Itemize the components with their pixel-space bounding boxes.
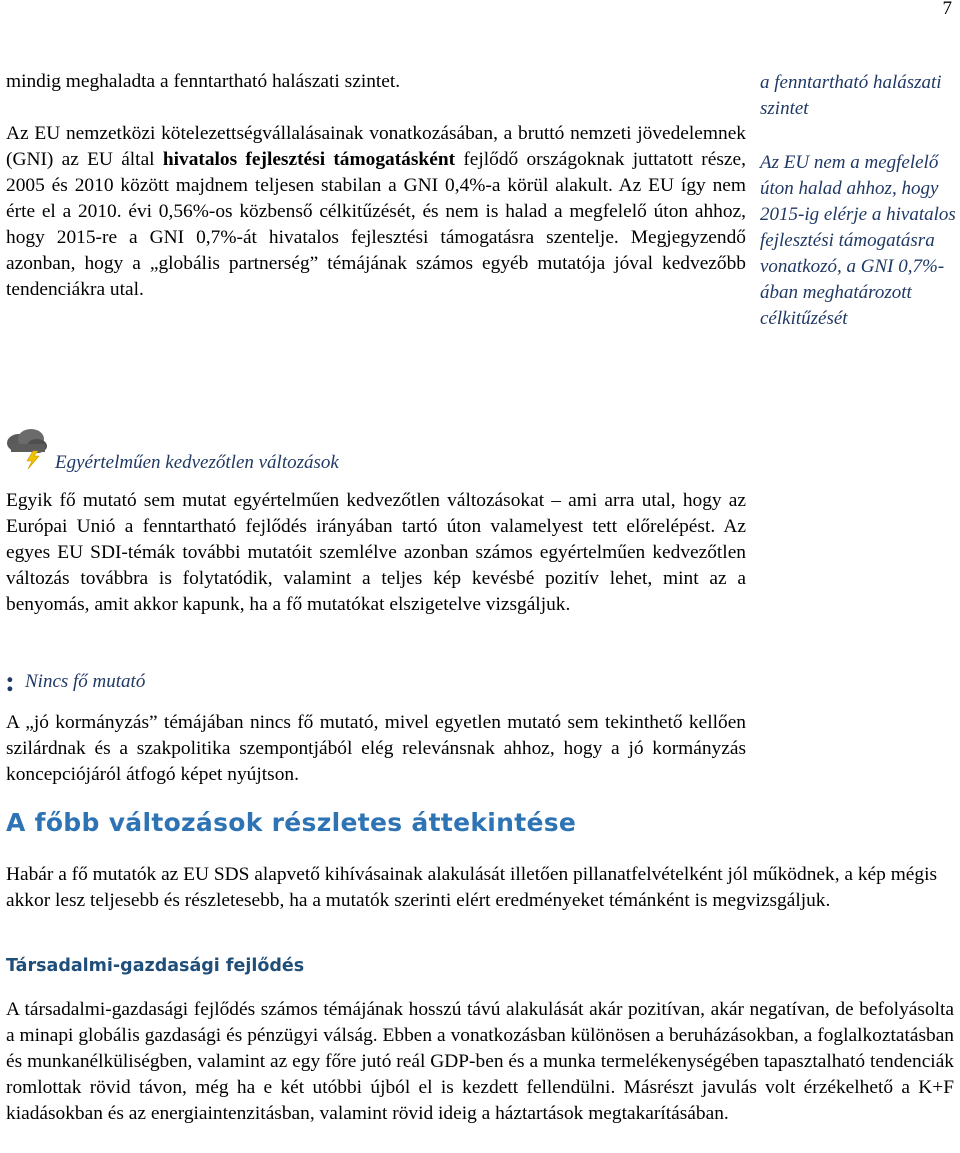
section-heading-detailed-review: A főbb változások részletes áttekintése [6,808,577,837]
paragraph-gni-text-start: Az EU nemzetközi kötelezettségvállalásainak vonatkozásában, a bruttó nemzeti jövedelemnek (GNI) az EU által [6,123,746,170]
paragraph-gni [6,121,746,303]
heading-unfavourable: Egyértelműen kedvezőtlen változások [55,452,339,473]
colon-icon: : [5,665,15,698]
subsection-heading-socio-economic: Társadalmi-gazdasági fejlődés [6,956,305,976]
paragraph-continuation-text: mindig meghaladta a fenntartható halászati szintet. [6,71,401,92]
paragraph-continuation [6,69,746,95]
storm-cloud-icon [3,427,49,469]
margin-note-gni: Az EU nem a megfelelő úton halad ahhoz, hogy 2015-ig elérje a hivatalos fejlesztési támogatásra vonatkozó, a GNI 0,7%-ában meghatározott célkitűzését [760,152,956,329]
page-number: 7 [942,0,952,19]
paragraph-unfavourable: Egyik fő mutató sem mutat egyértelműen kedvezőtlen változásokat ‒ ami arra utal, hogy az Európai Unió a fenntartható fejlődés irányában tartó úton valamelyest tett előrelépést. Az egyes EU SDI-témák további mutatóit szemlélve azonban számos egyértelműen kedvezőtlen változás továbbra is folytatódik, valamint a teljes kép kevésbé pozitív lehet, mint az a benyomás, amit akkor kapunk, ha a fő mutatókat elszigetelve vizsgáljuk. [6,490,746,615]
heading-no-indicator: Nincs fő mutató [25,671,146,692]
margin-note-fishing: a fenntartható halászati szintet [760,72,942,119]
paragraph-intro: Habár a fő mutatók az EU SDS alapvető kihívásainak alakulását illetően pillanatfelvételként jól működnek, a kép mégis akkor lesz teljesebb és részletesebb, ha a mutatók szerinti elért eredményeket témánként is megvizsgáljuk. [6,864,938,911]
paragraph-gni-text-end: fejlődő országoknak juttatott része, 2005 és 2010 között majdnem teljesen stabilan a GNI 0,4%-a körül alakult. Az EU így nem érte el a 2010. évi 0,56%-os közbenső célkitűzését, és nem is halad a megfelelő úton ahhoz, hogy 2015-re a GNI 0,7%-át hivatalos fejlesztési támogatásra szentelje. Megjegyzendő azonban, hogy a „globális partnerség” témájának számos egyéb mutatója jóval kedvezőbb tendenciákra utal. [6,149,746,300]
paragraph-gni-bold: hivatalos fejlesztési támogatásként [162,149,456,170]
paragraph-governance: A „jó kormányzás” témájában nincs fő mutató, mivel egyetlen mutató sem tekinthető kellően szilárdnak és a szakpolitika szempontjából elég relevánsnak ahhoz, hogy a jó kormányzás koncepciójáról átfogó képet nyújtson. [6,712,746,785]
paragraph-socio-economic: A társadalmi-gazdasági fejlődés számos témájának hosszú távú alakulását akár pozitívan, akár negatívan, de befolyásolta a minapi globális gazdasági és pénzügyi válság. Ebben a vonatkozásban különösen a beruházásokban, a foglalkoztatásban és munkanélküliségben, valamint az egy főre jutó reál GDP-ben és a munka termelékenységében tapasztalható tendenciák romlottak rövid távon, még ha e két utóbbi újból el is kezdett fellendülni. Másrészt javulás volt érzékelhető a K+F kiadásokban és az energiaintenzitásban, valamint rövid ideig a háztartások megtakarításában. [6,999,954,1124]
